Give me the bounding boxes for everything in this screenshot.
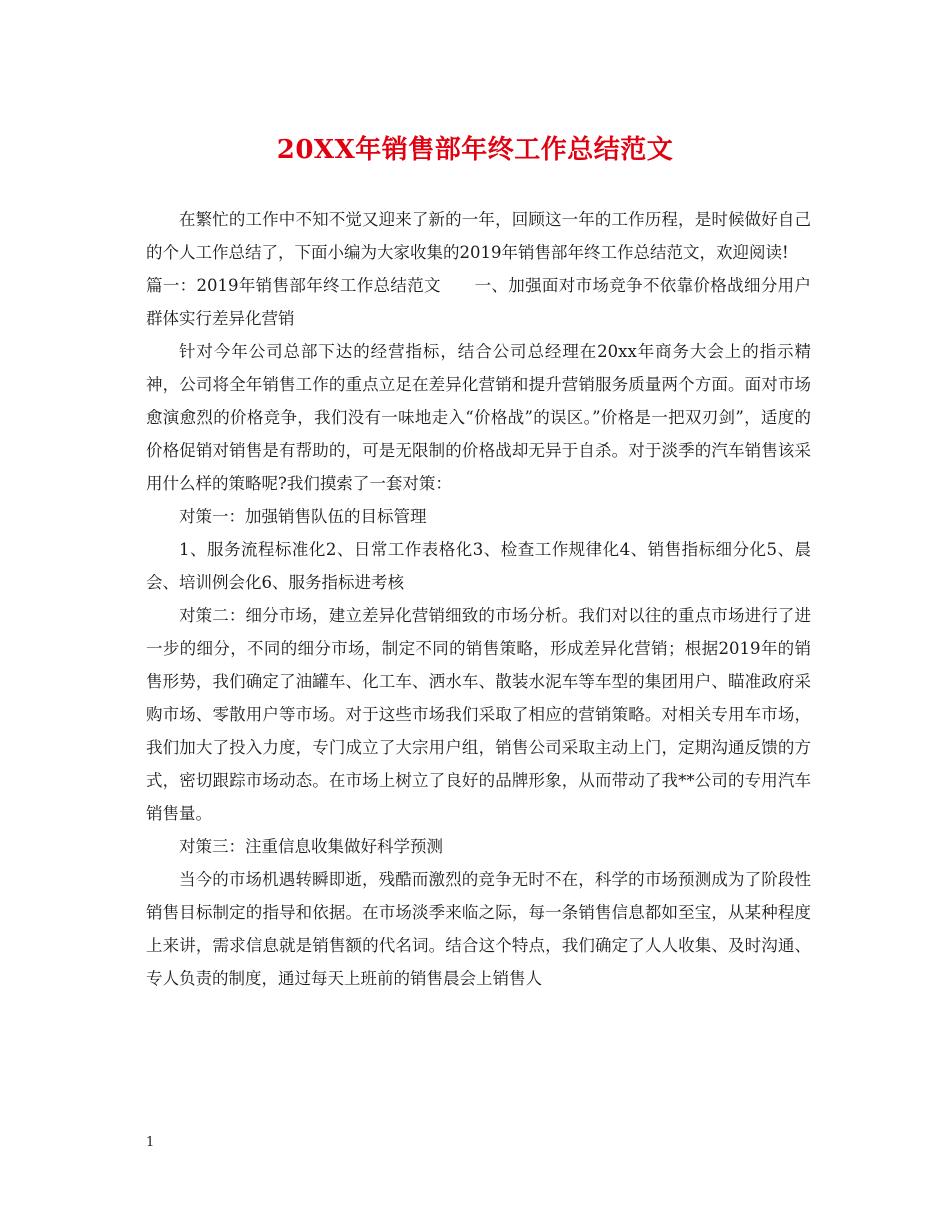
body-paragraph: 当今的市场机遇转瞬即逝，残酷而激烈的竞争无时不在，科学的市场预测成为了阶段性销售目标制定的指导和依据。在市场淡季来临之际，每一条销售信息都如至宝，从某种程度上来讲，需求信息就是销售额的代名词。结合这个特点，我们确定了人人收集、及时沟通、专人负责的制度，通过每天上班前的销售晨会上销售人 bbox=[146, 870, 811, 988]
section-heading: 篇一：2019年销售部年终工作总结范文 一、加强面对市场竞争不依靠价格战细分用户群体实行差异化营销 bbox=[146, 276, 811, 328]
intro-paragraph: 在繁忙的工作中不知不觉又迎来了新的一年，回顾这一年的工作历程，是时候做好自己的个人工作总结了，下面小编为大家收集的2019年销售部年终工作总结范文，欢迎阅读! bbox=[146, 210, 811, 262]
strategy-list: 1、服务流程标准化2、日常工作表格化3、检查工作规律化4、销售指标细分化5、晨会、培训例会化6、服务指标进考核 bbox=[146, 540, 811, 592]
body-paragraph: 针对今年公司总部下达的经营指标，结合公司总经理在20xx年商务大会上的指示精神，公司将全年销售工作的重点立足在差异化营销和提升营销服务质量两个方面。面对市场愈演愈烈的价格竞争，我们没有一味地走入“价格战”的误区。”价格是一把双刃剑”，适度的价格促销对销售是有帮助的，可是无限制的价格战却无异于自杀。对于淡季的汽车销售该采用什么样的策略呢?我们摸索了一套对策： bbox=[146, 342, 811, 493]
document-body bbox=[146, 203, 811, 995]
strategy-heading-3: 对策三：注重信息收集做好科学预测 bbox=[179, 837, 443, 856]
page-number: 1 bbox=[146, 1135, 155, 1150]
strategy-heading-1: 对策一：加强销售队伍的目标管理 bbox=[179, 507, 427, 526]
strategy-paragraph-2: 对策二：细分市场，建立差异化营销细致的市场分析。我们对以往的重点市场进行了进一步的细分，不同的细分市场，制定不同的销售策略，形成差异化营销；根据2019年的销售形势，我们确定了油罐车、化工车、洒水车、散装水泥车等车型的集团用户、瞄准政府采购市场、零散用户等市场。对于这些市场我们采取了相应的营销策略。对相关专用车市场，我们加大了投入力度，专门成立了大宗用户组，销售公司采取主动上门，定期沟通反馈的方式，密切跟踪市场动态。在市场上树立了良好的品牌形象，从而带动了我**公司的专用汽车销售量。 bbox=[146, 606, 811, 823]
document-title: 20XX年销售部年终工作总结范文 bbox=[276, 135, 674, 165]
